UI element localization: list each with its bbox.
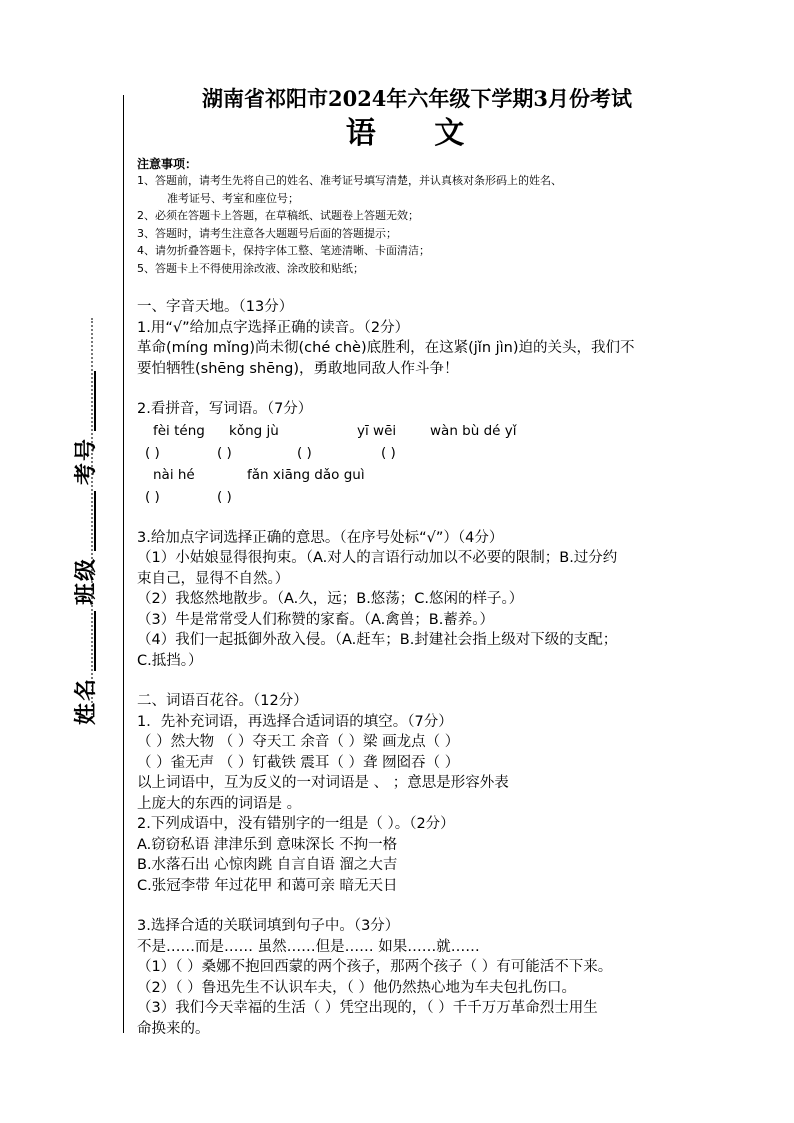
- id-label: 考号: [72, 436, 99, 485]
- pinyin-row: [137, 464, 697, 486]
- p2q2-option: B.水落石出 心惊肉跳 自言自语 溜之大吉: [137, 857, 398, 873]
- p2q1-line: 以上词语中，互为反义的一对词语是 、 ；意思是形容外表: [137, 775, 509, 791]
- p2q2-stem: 2.下列成语中，没有错别字的一组是（ ）。（2分）: [137, 816, 455, 832]
- p2q3-choices: 不是……而是…… 虽然……但是…… 如果……就……: [137, 938, 480, 955]
- name-field[interactable]: [72, 611, 96, 671]
- note-item: 1、答题前，请考生先将自己的姓名、准考证号填写清楚，并认真核对条形码上的姓名、: [137, 174, 562, 187]
- exam-title: 湖南省祁阳市2024年六年级下学期3月份考试: [201, 86, 633, 111]
- note-item: 准考证号、考室和座位号；: [167, 191, 299, 205]
- name-label: 姓名: [72, 676, 99, 725]
- q1-line: 要怕牺牲(shēng shēng)，勇敢地同敌人作斗争！: [137, 360, 459, 377]
- q3-item: 束自己，显得不自然。）: [137, 570, 290, 587]
- q3-item: （4）我们一起抵御外敌入侵。（A.赶车；B.封建社会指上级对下级的支配；: [137, 632, 618, 648]
- note-item: 4、请勿折叠答题卡，保持字体工整、笔迹清晰、卡面清洁；: [137, 244, 430, 257]
- part1-heading: 一、字音天地。（13分）: [137, 299, 294, 315]
- q1-stem: 1.用“√”给加点字选择正确的读音。（2分）: [137, 319, 410, 336]
- note-item: 3、答题时，请考生注意各大题题号后面的答题提示；: [137, 226, 397, 240]
- pinyin: fǎn xiāng dǎo guì: [247, 466, 365, 483]
- class-label: 班级: [72, 556, 99, 605]
- answer-blank[interactable]: ( ): [217, 488, 232, 505]
- q1-line: 革命(míng mǐng)尚未彻(ché chè)底胜利，在这紧(jǐn jìn)迫的关头，我们不: [137, 340, 635, 356]
- pinyin-row: [137, 420, 697, 442]
- q3-item: （3）牛是常常受人们称赞的家畜。（A.禽兽；B.蓄养。）: [137, 611, 495, 628]
- pinyin: nài hé: [153, 466, 195, 483]
- answer-blank[interactable]: ( ): [217, 444, 232, 461]
- p2q2-option: C.张冠李带 年过花甲 和蔼可亲 暗无天日: [137, 877, 398, 894]
- note-item: 5、答题卡上不得使用涂改液、涂改胶和贴纸；: [137, 261, 364, 275]
- part2-heading: 二、词语百花谷。（12分）: [137, 693, 308, 709]
- answer-blank[interactable]: ( ): [297, 444, 312, 461]
- q3-stem: 3.给加点字词选择正确的意思。（在序号处标“√”）（4分）: [137, 529, 504, 546]
- pinyin: wàn bù dé yǐ: [430, 422, 517, 439]
- p2q1-line: （ ）然大物 （ ）夺天工 余音（ ）梁 画龙点（ ）: [137, 734, 460, 750]
- pinyin: fèi téng: [153, 422, 205, 439]
- student-info-strip: [34, 305, 99, 725]
- q3-item: （2）我悠然地散步。（A.久，远；B.悠荡；C.悠闲的样子。）: [137, 591, 524, 607]
- pinyin: yī wēi: [357, 422, 397, 439]
- answer-row: [137, 486, 697, 508]
- exam-subject: 语 文: [345, 116, 489, 151]
- id-field[interactable]: [72, 371, 96, 431]
- answer-blank[interactable]: ( ): [145, 444, 160, 461]
- margin-line: [123, 95, 124, 1033]
- note-item: 2、必须在答题卡上答题，在草稿纸、试题卷上答题无效；: [137, 209, 419, 222]
- p2q1-stem: 1．先补充词语，再选择合适词语的填空。（7分）: [137, 713, 453, 730]
- notes-heading: 注意事项：: [137, 157, 198, 171]
- p2q1-line: 上庞大的东西的词语是 。: [137, 795, 302, 812]
- p2q3-item: （1）（ ）桑娜不抱回西蒙的两个孩子，那两个孩子（ ）有可能活不下来。: [137, 959, 613, 975]
- q3-item: （1）小姑娘显得很拘束。（A.对人的言语行动加以不必要的限制；B.过分约: [137, 550, 618, 566]
- answer-row: [137, 442, 697, 464]
- q2-stem: 2.看拼音，写词语。（7分）: [137, 401, 313, 417]
- p2q3-item: （3）我们今天幸福的生活（ ）凭空出现的，（ ）千千万万革命烈士用生: [137, 1000, 598, 1016]
- p2q3-stem: 3.选择合适的关联词填到句子中。（3分）: [137, 918, 400, 934]
- p2q3-item: （2）（ ）鲁迅先生不认识车夫，（ ）他仍然热心地为车夫包扎伤口。: [137, 979, 576, 996]
- class-field[interactable]: [72, 491, 96, 551]
- p2q3-item: 命换来的。: [137, 1020, 210, 1037]
- exam-body: [137, 84, 697, 1039]
- answer-blank[interactable]: ( ): [381, 444, 396, 461]
- q3-item: C.抵挡。）: [137, 652, 203, 669]
- pinyin: kǒng jù: [229, 422, 279, 439]
- answer-blank[interactable]: ( ): [145, 488, 160, 505]
- p2q1-line: （ ）雀无声 （ ）钉截铁 震耳（ ）聋 囫囵吞（ ）: [137, 754, 460, 771]
- p2q2-option: A.窃窃私语 津津乐到 意味深长 不拘一格: [137, 836, 398, 853]
